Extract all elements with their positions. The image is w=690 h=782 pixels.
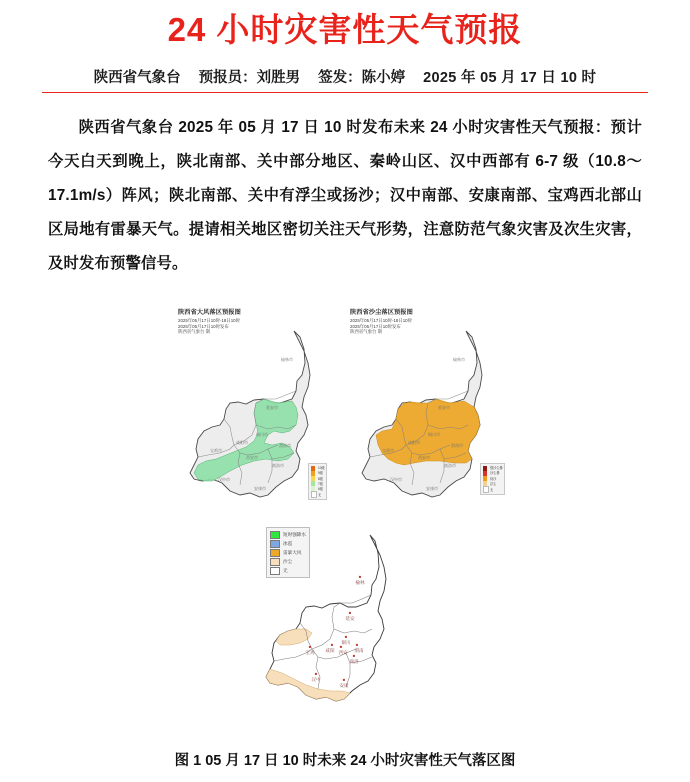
map-wind-legend-swatches bbox=[311, 466, 317, 498]
city-label: 渭南市 bbox=[279, 443, 291, 449]
legend-swatch bbox=[270, 549, 280, 557]
page-title: 24 小时灾害性天气预报 bbox=[167, 11, 523, 48]
city-label: 汉中市 bbox=[218, 477, 230, 483]
map-dust-producer: 陕西省气象台 制 bbox=[350, 329, 382, 335]
legend-row bbox=[270, 539, 306, 548]
city-label: 榆林市 bbox=[453, 357, 465, 363]
legend-row bbox=[270, 530, 306, 539]
legend-label: 沙尘暴 bbox=[490, 471, 500, 476]
map-dust-title: 陕西省沙尘落区预报图 bbox=[350, 309, 413, 317]
map-dust-legend bbox=[480, 463, 505, 495]
map-wind-legend bbox=[308, 463, 327, 500]
map-dust-period: 2025年05月17日10时-18日10时 bbox=[350, 317, 412, 323]
city-label: 宝鸡市 bbox=[210, 448, 222, 454]
forecaster-name: 预报员：刘胜男 bbox=[198, 70, 301, 87]
legend-label: 短时强降水 bbox=[283, 531, 306, 537]
map-wind-issued: 2025年05月17日10时发布 bbox=[178, 323, 229, 329]
map-wind-legend-labels bbox=[318, 466, 325, 498]
city-label: 咸阳 bbox=[325, 648, 335, 654]
city-label: 榆林 bbox=[355, 580, 365, 586]
legend-label: 冰雹 bbox=[283, 540, 293, 546]
legend-row bbox=[270, 566, 306, 575]
city-label: 铜川 bbox=[341, 640, 351, 646]
city-label: 延安市 bbox=[266, 405, 278, 411]
legend-swatch bbox=[270, 531, 280, 539]
legend-row bbox=[270, 548, 306, 557]
city-label: 渭南 bbox=[354, 648, 364, 654]
legend-label: 强沙尘暴 bbox=[490, 465, 503, 470]
map-wind-producer: 陕西省气象台 制 bbox=[178, 329, 210, 335]
city-label: 宝鸡市 bbox=[382, 448, 394, 454]
city-label: 商洛市 bbox=[272, 463, 284, 469]
map-wind-period: 2025年05月17日10时-18日10时 bbox=[178, 317, 240, 323]
legend-swatch bbox=[270, 540, 280, 548]
city-label: 汉中市 bbox=[390, 477, 402, 483]
issue-datetime: 2025 年 05 月 17 日 10 时 bbox=[423, 70, 597, 87]
city-label: 安康市 bbox=[426, 486, 438, 492]
legend-swatch bbox=[270, 567, 280, 575]
legend-label: 浮尘 bbox=[490, 482, 497, 487]
map-panel-dust bbox=[340, 303, 512, 515]
city-label: 延安 bbox=[345, 616, 355, 622]
city-label: 西安 bbox=[338, 650, 348, 656]
map-dust-legend-swatches bbox=[483, 466, 489, 493]
legend-label: 6级 bbox=[318, 487, 323, 492]
legend-label: 无 bbox=[283, 567, 288, 573]
map-wind-title: 陕西省大风落区预报图 bbox=[178, 309, 241, 317]
signer-name: 签发：陈小婷 bbox=[318, 70, 406, 87]
city-label: 宝鸡 bbox=[305, 650, 315, 656]
legend-label: 9级 bbox=[318, 471, 323, 476]
map-dust-issued: 2025年05月17日10时发布 bbox=[350, 323, 401, 329]
city-label: 西安市 bbox=[418, 455, 430, 461]
city-label: 安康 bbox=[339, 683, 349, 689]
map-panel-summary bbox=[258, 519, 434, 709]
map-panel-wind bbox=[168, 303, 340, 515]
city-label: 铜川市 bbox=[256, 432, 268, 438]
legend-label: 10级 bbox=[318, 465, 325, 470]
legend-label: 沙尘 bbox=[283, 558, 293, 564]
map-summary-legend bbox=[266, 527, 310, 578]
city-label: 铜川市 bbox=[428, 432, 440, 438]
city-label: 汉中 bbox=[311, 677, 321, 683]
legend-label: 7级 bbox=[318, 481, 323, 486]
legend-row bbox=[270, 557, 306, 566]
city-label: 商洛市 bbox=[444, 463, 456, 469]
city-label: 榆林市 bbox=[281, 357, 293, 363]
city-label: 咸阳市 bbox=[408, 440, 420, 446]
legend-label: 扬沙 bbox=[490, 476, 497, 481]
city-label: 延安市 bbox=[438, 405, 450, 411]
legend-label: 无 bbox=[490, 487, 494, 492]
header-meta-bar bbox=[42, 66, 648, 93]
city-label: 安康市 bbox=[254, 486, 266, 492]
header-meta-line bbox=[42, 66, 648, 87]
forecast-body-text: 陕西省气象台 2025 年 05 月 17 日 10 时发布未来 24 小时灾害性天气预报：预计今天白天到晚上，陕北南部、关中部分地区、秦岭山区、汉中西部有 6-7 级（10.8～17.1m/s）阵风；陕北南部、关中有浮尘或扬沙；汉中南部、安康南部、宝鸡西北部山区局地有雷暴天气。提请相关地区密切关注天气形势，注意防范气象灾害及次生灾害，及时发布预警信号。 bbox=[48, 119, 642, 273]
legend-swatch bbox=[270, 558, 280, 566]
figure-caption: 图 1 05 月 17 日 10 时未来 24 小时灾害性天气落区图 bbox=[174, 753, 516, 769]
figure-maps bbox=[0, 297, 690, 717]
city-label: 西安市 bbox=[246, 455, 258, 461]
map-dust-legend-labels bbox=[490, 466, 503, 493]
city-label: 商洛 bbox=[349, 659, 359, 665]
city-label: 咸阳市 bbox=[236, 440, 248, 446]
legend-label: 无 bbox=[318, 492, 322, 497]
legend-label: 8级 bbox=[318, 476, 323, 481]
city-label: 渭南市 bbox=[451, 443, 463, 449]
issuing-office: 陕西省气象台 bbox=[93, 70, 181, 87]
legend-label: 雷暴大风 bbox=[283, 549, 302, 555]
